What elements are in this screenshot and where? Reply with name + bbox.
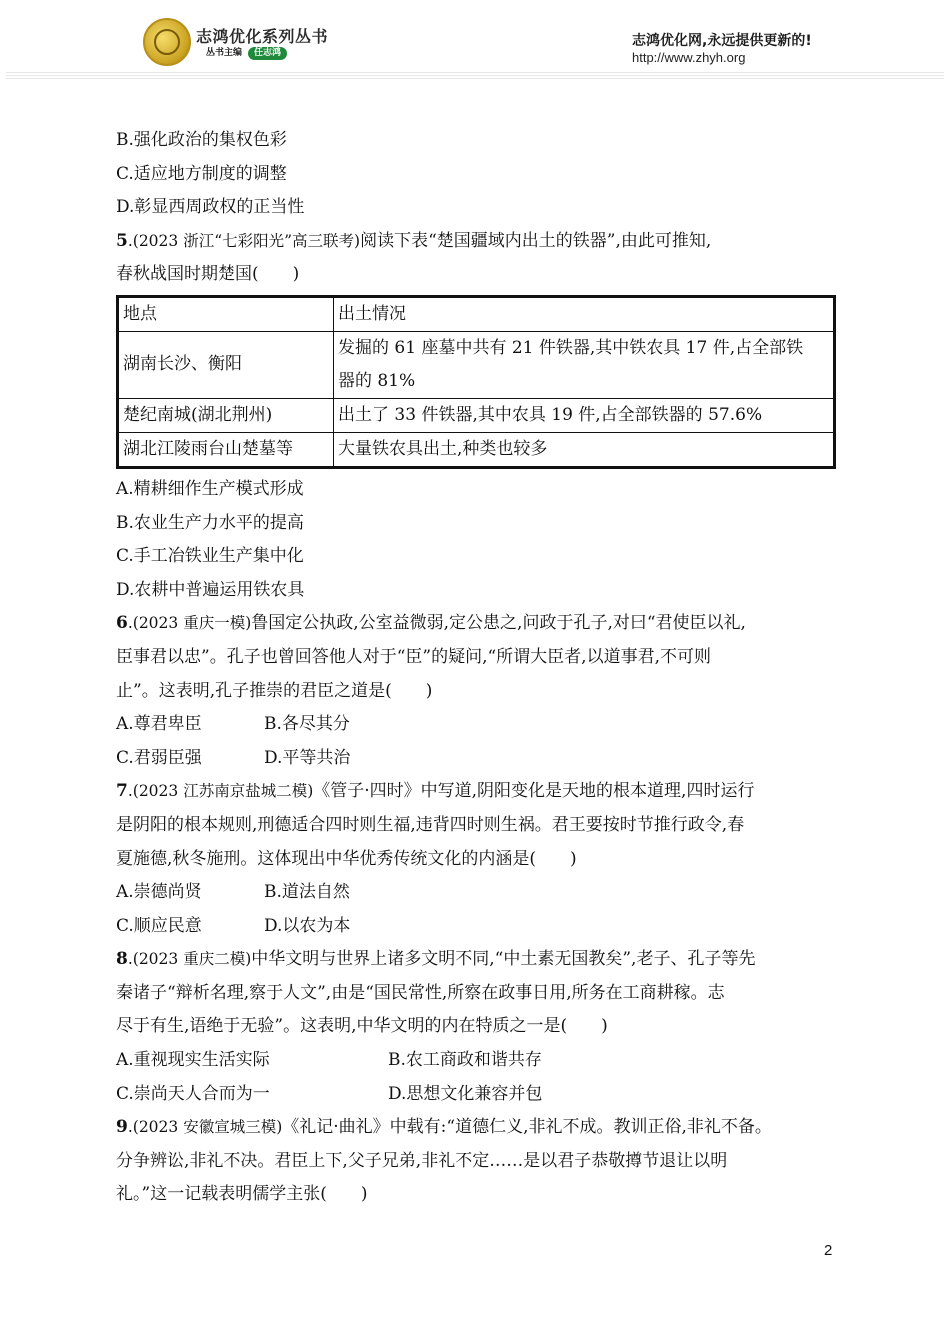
- q5-number: 5: [116, 230, 128, 251]
- q8-options-row-1: [116, 1044, 841, 1078]
- finding-line: 发掘的 61 座墓中共有 21 件铁器,其中铁农具 17 件,占全部铁: [338, 337, 804, 358]
- q7-stem-line-1: [116, 775, 841, 809]
- q5-option-c[interactable]: C.手工冶铁业生产集中化: [116, 546, 304, 567]
- q5-ironware-table: [116, 295, 836, 469]
- editor-label: 丛书主编: [200, 47, 248, 60]
- site-slogan: 志鸿优化网,永远提供更新的!: [632, 33, 812, 49]
- page-header: [0, 0, 950, 84]
- q8-stem-text: 中华文明与世界上诸多文明不同,“中土素无国教矣”,老子、孔子等先: [251, 949, 756, 970]
- table-cell-finding: 出土了 33 件铁器,其中农具 19 件,占全部铁器的 57.6%: [334, 398, 835, 432]
- q5-option-b[interactable]: B.农业生产力水平的提高: [116, 512, 304, 533]
- header-divider: [6, 72, 944, 80]
- table-header-place: 地点: [118, 296, 334, 331]
- q8-stem-line-2: 秦诸子“辩析名理,察于人文”,由是“国民常性,所察在政事日用,所务在工商耕稼。志: [116, 982, 725, 1003]
- q8-option-c[interactable]: C.崇尚天人合而为一: [116, 1083, 270, 1104]
- q4-option-d[interactable]: D.彰显西周政权的正当性: [116, 197, 305, 218]
- q7-options-row-2: [116, 910, 841, 944]
- q8-stem-line-3: 尽于有生,语绝于无验”。这表明,中华文明的内在特质之一是( ): [116, 1016, 608, 1037]
- q7-option-a[interactable]: A.崇德尚贤: [116, 882, 202, 903]
- series-title: 志鸿优化系列丛书: [196, 27, 329, 46]
- table-header-finding: 出土情况: [334, 296, 835, 331]
- q5-source: .(2023 浙江“七彩阳光”高三联考): [127, 231, 361, 250]
- q6-source: .(2023 重庆一模): [127, 614, 252, 633]
- table-row: [118, 432, 835, 467]
- q6-stem-line-2: 臣事君以忠”。孔子也曾回答他人对于“臣”的疑问,“所谓大臣者,以道事君,不可则: [116, 646, 711, 667]
- q5-stem-line-1: [116, 225, 841, 259]
- q6-option-a[interactable]: A.尊君卑臣: [116, 714, 202, 735]
- q7-option-d[interactable]: D.以农为本: [264, 915, 351, 936]
- q6-stem-line-1: [116, 607, 841, 641]
- editor-badge: [200, 47, 287, 61]
- q6-options-row-2: [116, 742, 841, 776]
- q6-option-c[interactable]: C.君弱臣强: [116, 747, 202, 768]
- page-number: 2: [824, 1242, 833, 1259]
- series-logo-icon: [143, 18, 191, 66]
- q6-option-d[interactable]: D.平等共治: [264, 747, 351, 768]
- q4-option-c[interactable]: C.适应地方制度的调整: [116, 163, 287, 184]
- q8-option-a[interactable]: A.重视现实生活实际: [116, 1050, 270, 1071]
- q5-option-d[interactable]: D.农耕中普遍运用铁农具: [116, 579, 305, 600]
- q8-option-b[interactable]: B.农工商政和谐共存: [388, 1050, 542, 1071]
- q5-option-a[interactable]: A.精耕细作生产模式形成: [116, 478, 304, 499]
- q4-option-b[interactable]: B.强化政治的集权色彩: [116, 130, 287, 150]
- table-cell-place: 楚纪南城(湖北荆州): [118, 398, 334, 432]
- q8-stem-line-1: [116, 943, 841, 977]
- q5-stem-text: 阅读下表“楚国疆域内出土的铁器”,由此可推知,: [360, 230, 712, 251]
- q7-stem-line-3: 夏施德,秋冬施刑。这体现出中华优秀传统文化的内涵是( ): [116, 848, 577, 869]
- table-row: [118, 398, 835, 432]
- q7-stem-line-2: 是阴阳的根本规则,刑德适合四时则生福,违背四时则生祸。君王要按时节推行政令,春: [116, 814, 745, 835]
- q9-source: .(2023 安徽宣城三模): [127, 1118, 283, 1137]
- q8-source: .(2023 重庆二模): [127, 950, 252, 969]
- table-cell-finding: [334, 331, 835, 398]
- q7-stem-text: 《管子·四时》中写道,阴阳变化是天地的根本道理,四时运行: [313, 781, 755, 802]
- q6-stem-text: 鲁国定公执政,公室益微弱,定公患之,问政于孔子,对曰“君使臣以礼,: [251, 613, 746, 634]
- finding-line: 器的 81%: [338, 370, 416, 391]
- q8-number: 8: [116, 949, 128, 970]
- q6-option-b[interactable]: B.各尽其分: [264, 714, 350, 735]
- table-header-row: [118, 296, 835, 331]
- table-row: [118, 331, 835, 398]
- q7-number: 7: [116, 781, 128, 802]
- q8-options-row-2: [116, 1078, 841, 1112]
- q5-stem-line-2: 春秋战国时期楚国( ): [116, 264, 300, 285]
- q6-number: 6: [116, 613, 128, 634]
- q9-stem-line-2: 分争辨讼,非礼不决。君臣上下,父子兄弟,非礼不定……是以君子恭敬撙节退让以明: [116, 1150, 728, 1171]
- q6-options-row-1: [116, 708, 841, 742]
- q8-option-d[interactable]: D.思想文化兼容并包: [388, 1083, 543, 1104]
- q9-stem-line-1: [116, 1111, 841, 1145]
- site-url[interactable]: http://www.zhyh.org: [632, 50, 746, 65]
- table-cell-place: 湖南长沙、衡阳: [118, 331, 334, 398]
- q6-stem-line-3: 止”。这表明,孔子推崇的君臣之道是( ): [116, 680, 433, 701]
- editor-name: 任志鸿: [248, 47, 287, 60]
- table-cell-place: 湖北江陵雨台山楚墓等: [118, 432, 334, 467]
- q7-option-c[interactable]: C.顺应民意: [116, 915, 202, 936]
- q9-stem-line-3: 礼。”这一记载表明儒学主张( ): [116, 1184, 368, 1205]
- q9-number: 9: [116, 1117, 128, 1138]
- q9-stem-text: 《礼记·曲礼》中载有:“道德仁义,非礼不成。教训正俗,非礼不备。: [282, 1117, 772, 1138]
- q7-option-b[interactable]: B.道法自然: [264, 882, 350, 903]
- table-cell-finding: 大量铁农具出土,种类也较多: [334, 432, 835, 467]
- q7-source: .(2023 江苏南京盐城二模): [127, 782, 314, 801]
- page-content: [116, 124, 841, 1212]
- q7-options-row-1: [116, 876, 841, 910]
